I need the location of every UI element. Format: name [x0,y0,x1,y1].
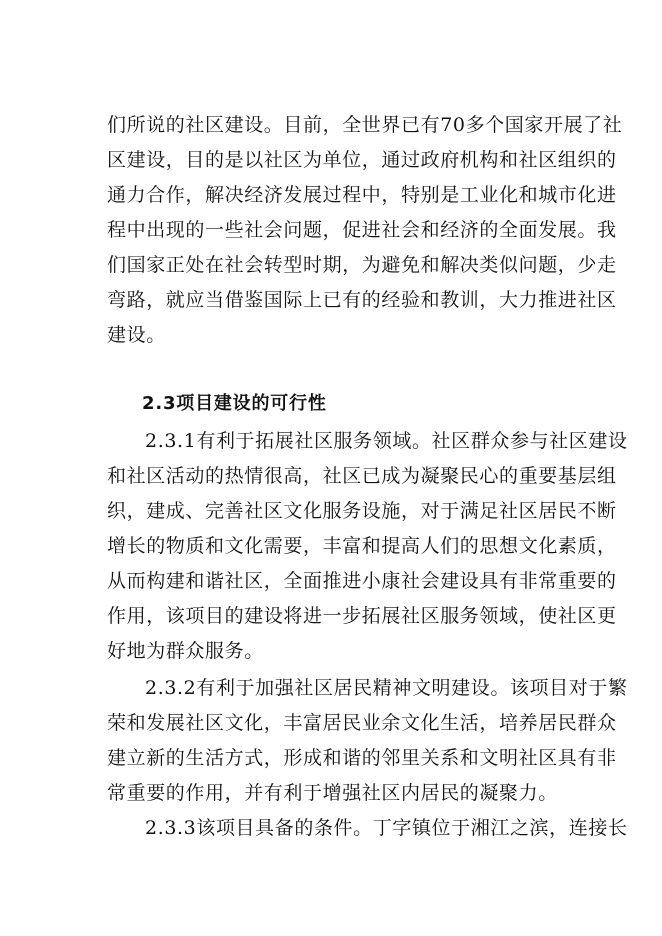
text-line: 荣和发展社区文化，丰富居民业余文化生活，培养居民群众 [107,712,617,734]
text-line: 常重要的作用，并有利于增强社区内居民的凝聚力。 [107,782,558,804]
text-line: 好地为群众服务。 [107,640,264,662]
text-line: 建立新的生活方式，形成和谐的邻里关系和文明社区具有非 [107,747,617,769]
text-line: 弯路，就应当借鉴国际上已有的经验和教训，大力推进社区 [107,289,617,311]
text-line: 区建设，目的是以社区为单位，通过政府机构和社区组织的 [107,149,617,171]
text-line: 和社区活动的热情很高，社区已成为凝聚民心的重要基层组 [107,465,617,487]
section-heading: 2.3项目建设的可行性 [142,393,327,414]
text-line: 2.3.3该项目具备的条件。丁字镇位于湘江之滨，连接长 [145,817,628,839]
text-line: 增长的物质和文化需要，丰富和提高人们的思想文化素质， [107,535,617,557]
text-line: 程中出现的一些社会问题，促进社会和经济的全面发展。我 [107,219,617,241]
text-line: 通力合作，解决经济发展过程中，特别是工业化和城市化进 [107,184,617,206]
text-line: 织，建成、完善社区文化服务设施，对于满足社区居民不断 [107,500,617,522]
text-line: 们国家正处在社会转型时期，为避免和解决类似问题，少走 [107,254,617,276]
text-line: 2.3.1有利于拓展社区服务领域。社区群众参与社区建设 [145,430,628,452]
text-line: 从而构建和谐社区，全面推进小康社会建设具有非常重要的 [107,570,617,592]
text-line: 们所说的社区建设。目前，全世界已有70多个国家开展了社 [107,114,623,136]
text-line: 建设。 [107,324,166,346]
text-line: 2.3.2有利于加强社区居民精神文明建设。该项目对于繁 [145,677,628,699]
text-line: 作用，该项目的建设将进一步拓展社区服务领域，使社区更 [107,605,617,627]
